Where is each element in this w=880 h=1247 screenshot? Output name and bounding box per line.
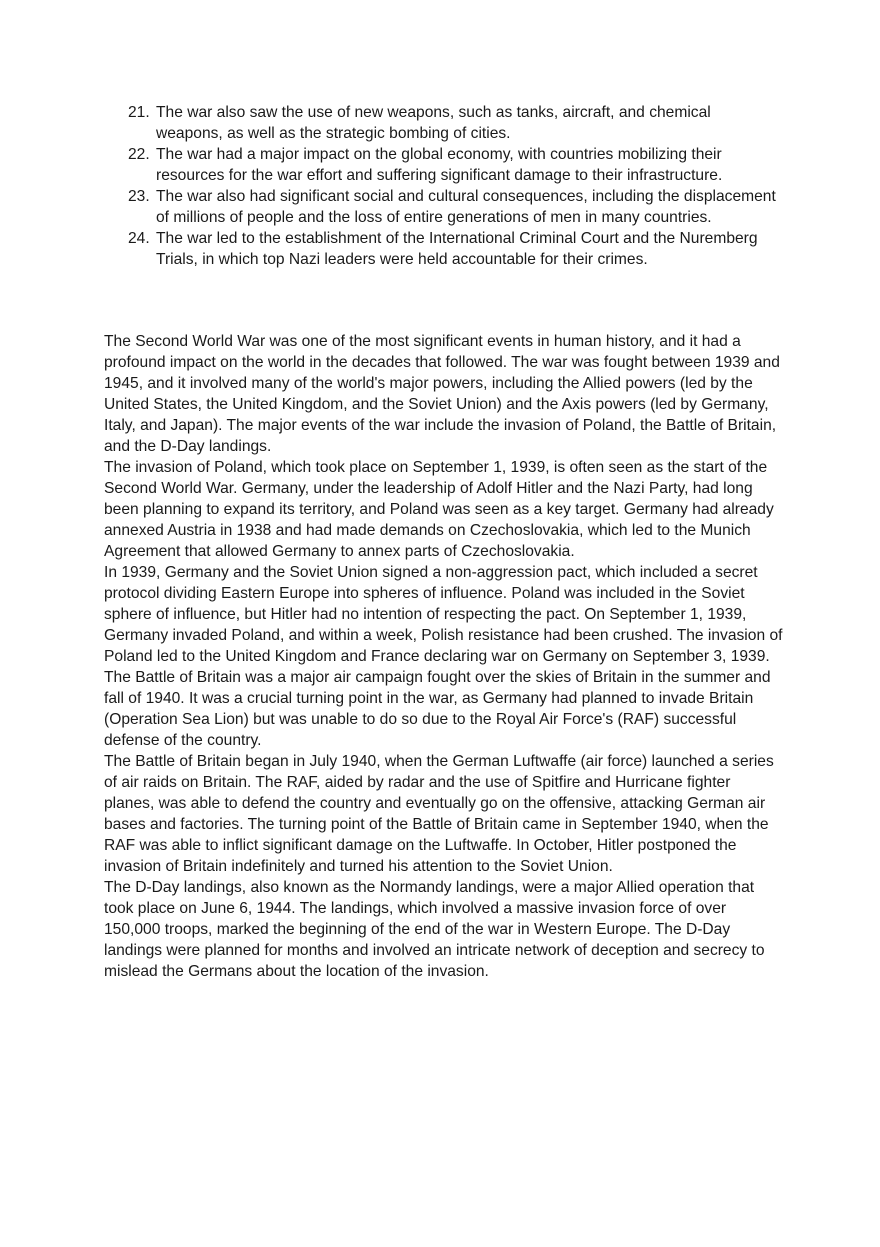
paragraph-non-aggression-pact: In 1939, Germany and the Soviet Union signed a non-aggression pact, which included a secret protocol dividing Eastern Europe into spheres of influence. Poland was included in the Soviet sphere of influence, but Hitler had no intention of respecting the pact. On September 1, 1939, Germany invaded Poland, and within a week, Polish resistance had been crushed. The invasion of Poland led to the United Kingdom and France declaring war on Germany on September 3, 1939. [104, 564, 783, 665]
list-item-number: 21. [128, 104, 150, 121]
list-item [104, 102, 776, 144]
list-item-text: The war also had significant social and cultural consequences, including the displacement of millions of people and the loss of entire generations of men in many countries. [156, 188, 776, 226]
list-item-number: 22. [128, 146, 150, 163]
body-text [104, 331, 784, 982]
list-item [104, 186, 776, 228]
list-item [104, 228, 776, 270]
list-item-text: The war led to the establishment of the International Criminal Court and the Nuremberg Trials, in which top Nazi leaders were held accountable for their crimes. [156, 230, 758, 268]
numbered-list [104, 102, 776, 270]
paragraph-invasion-of-poland: The invasion of Poland, which took place on September 1, 1939, is often seen as the start of the Second World War. Germany, under the leadership of Adolf Hitler and the Nazi Party, had long been planning to expand its territory, and Poland was seen as a key target. Germany had already annexed Austria in 1938 and had made demands on Czechoslovakia, which led to the Munich Agreement that allowed Germany to annex parts of Czechoslovakia. [104, 459, 774, 560]
list-item [104, 144, 776, 186]
list-item-number: 24. [128, 230, 150, 247]
list-item-number: 23. [128, 188, 150, 205]
paragraph-d-day: The D-Day landings, also known as the Normandy landings, were a major Allied operation that took place on June 6, 1944. The landings, which involved a massive invasion force of over 150,000 troops, marked the beginning of the end of the war in Western Europe. The D-Day landings were planned for months and involved an intricate network of deception and secrecy to mislead the Germans about the location of the invasion. [104, 879, 765, 980]
paragraph-battle-of-britain: The Battle of Britain was a major air campaign fought over the skies of Britain in the summer and fall of 1940. It was a crucial turning point in the war, as Germany had planned to invade Britain (Operation Sea Lion) but was unable to do so due to the Royal Air Force's (RAF) successful defense of the country. [104, 669, 771, 749]
paragraph-battle-of-britain-detail: The Battle of Britain began in July 1940, when the German Luftwaffe (air force) launched a series of air raids on Britain. The RAF, aided by radar and the use of Spitfire and Hurricane fighter planes, was able to defend the country and eventually go on the offensive, attacking German air bases and factories. The turning point of the Battle of Britain came in September 1940, when the RAF was able to inflict significant damage on the Luftwaffe. In October, Hitler postponed the invasion of Britain indefinitely and turned his attention to the Soviet Union. [104, 753, 774, 875]
paragraph-intro: The Second World War was one of the most significant events in human history, and it had a profound impact on the world in the decades that followed. The war was fought between 1939 and 1945, and it involved many of the world's major powers, including the Allied powers (led by the United States, the United Kingdom, and the Soviet Union) and the Axis powers (led by Germany, Italy, and Japan). The major events of the war include the invasion of Poland, the Battle of Britain, and the D-Day landings. [104, 333, 780, 455]
list-item-text: The war had a major impact on the global economy, with countries mobilizing their resources for the war effort and suffering significant damage to their infrastructure. [156, 146, 723, 184]
list-item-text: The war also saw the use of new weapons, such as tanks, aircraft, and chemical weapons, as well as the strategic bombing of cities. [156, 104, 711, 142]
